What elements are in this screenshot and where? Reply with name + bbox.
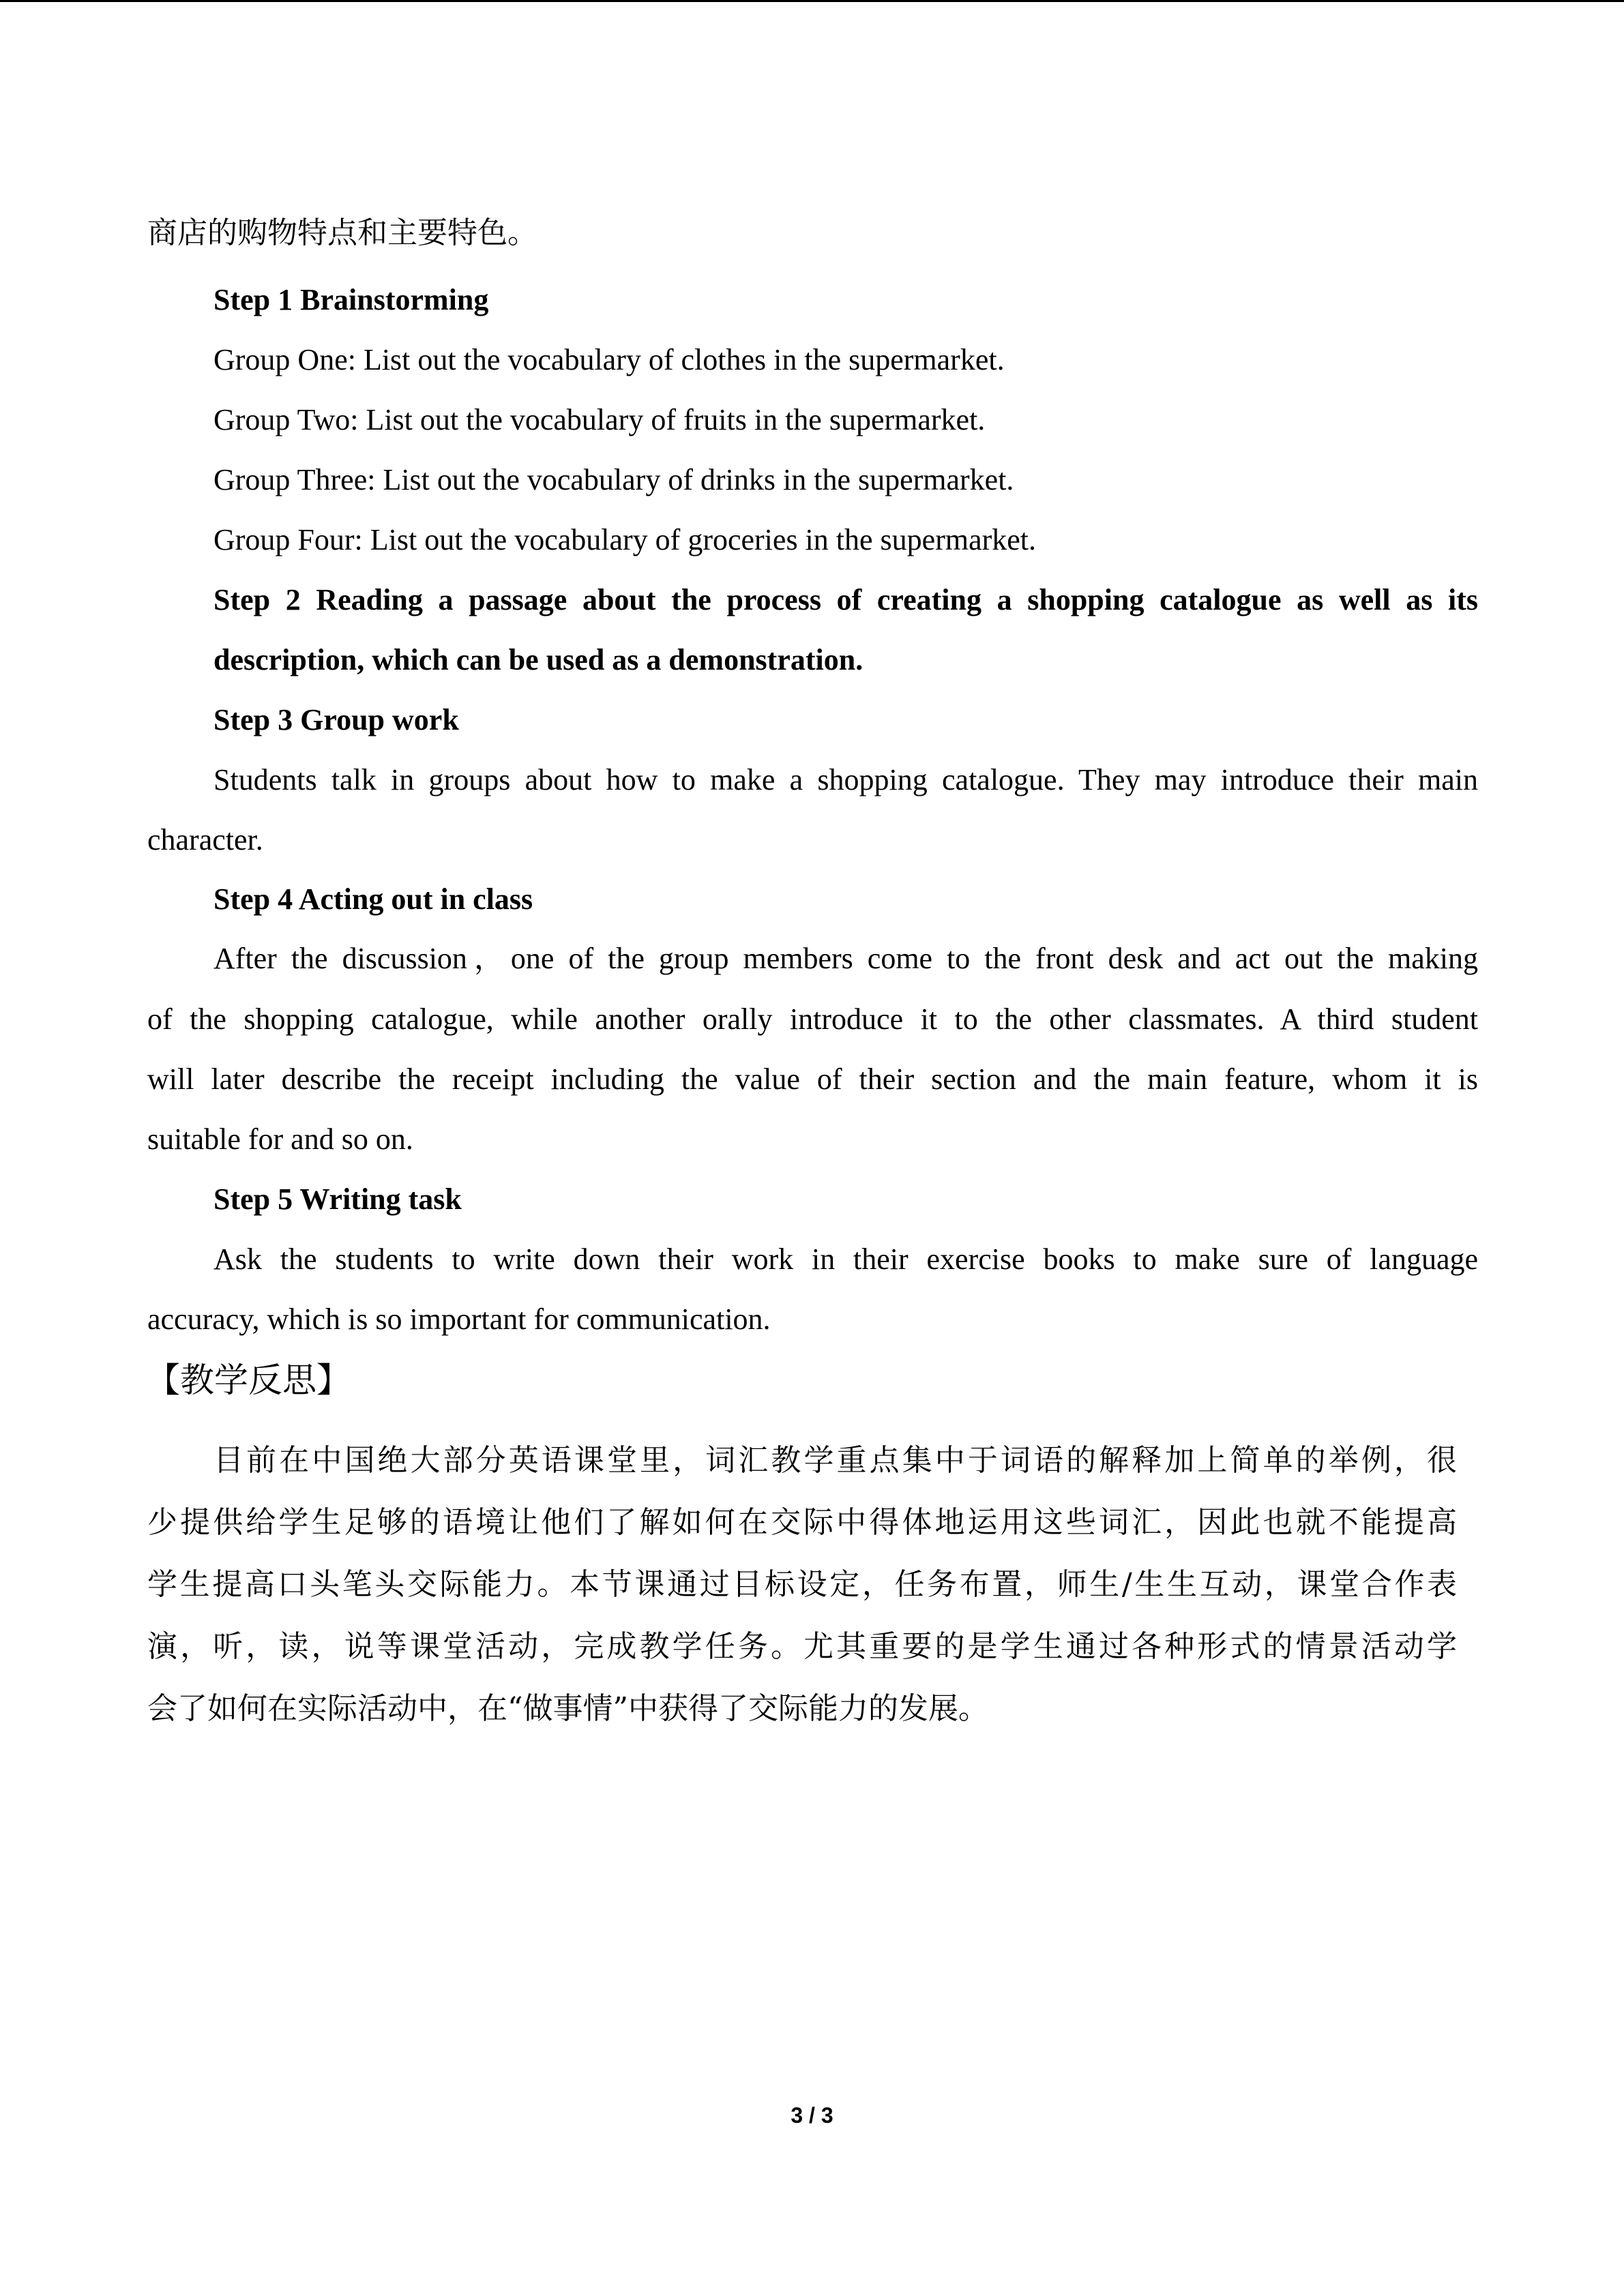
step5-text-line1: Ask the students to write down their work in their exercise books to make sure of language [213, 1242, 1478, 1276]
step3-text-line1: Students talk in groups about how to make a shopping catalogue. They may introduce their main [213, 763, 1478, 796]
step4-text-line2: of the shopping catalogue, while another orally introduce it to the other classmates. A third student [147, 1002, 1478, 1036]
step4-text-line4: suitable for and so on. [147, 1122, 413, 1156]
reflection-line-5: 会了如何在实际活动中，在“做事情”中获得了交际能力的发展。 [147, 1691, 988, 1726]
step5-heading: Step 5 Writing task [213, 1182, 462, 1216]
reflection-line-1: 目前在中国绝大部分英语课堂里，词汇教学重点集中于词语的解释加上简单的举例，很 [213, 1443, 1457, 1478]
step4-text-line1: After the discussion，one of the group members come to the front desk and act out the making [213, 942, 1478, 975]
step4-text-line3: will later describe the receipt including the value of their section and the main feature, whom it is [147, 1062, 1478, 1096]
step1-group-one: Group One: List out the vocabulary of clothes in the supermarket. [213, 343, 1005, 376]
step3-text-line2: character. [147, 823, 263, 856]
reflection-line-4: 演，听，读，说等课堂活动，完成教学任务。尤其重要的是学生通过各种形式的情景活动学 [147, 1629, 1457, 1664]
reflection-line-3: 学生提高口头笔头交际能力。本节课通过目标设定，任务布置，师生/生生互动，课堂合作表 [147, 1567, 1457, 1602]
step5-text-line2: accuracy, which is so important for communication. [147, 1302, 771, 1336]
step1-group-three: Group Three: List out the vocabulary of drinks in the supermarket. [213, 463, 1014, 496]
step1-group-four: Group Four: List out the vocabulary of groceries in the supermarket. [213, 523, 1037, 556]
reflection-line-2: 少提供给学生足够的语境让他们了解如何在交际中得体地运用这些词汇，因此也就不能提高 [147, 1505, 1457, 1540]
page-number: 3 / 3 [791, 2103, 833, 2128]
step2-heading-line1: Step 2 Reading a passage about the process of creating a shopping catalogue as well as its [213, 583, 1478, 616]
step4-heading: Step 4 Acting out in class [213, 882, 533, 916]
step3-heading: Step 3 Group work [213, 703, 459, 736]
step1-heading: Step 1 Brainstorming [213, 283, 489, 316]
step1-group-two: Group Two: List out the vocabulary of fruits in the supermarket. [213, 403, 986, 436]
reflection-heading: 【教学反思】 [146, 1360, 351, 1400]
intro-tail-text: 商店的购物特点和主要特色。 [147, 216, 537, 250]
top-border-line [0, 0, 1624, 2]
step2-heading-line2: description, which can be used as a demonstration. [213, 643, 863, 676]
